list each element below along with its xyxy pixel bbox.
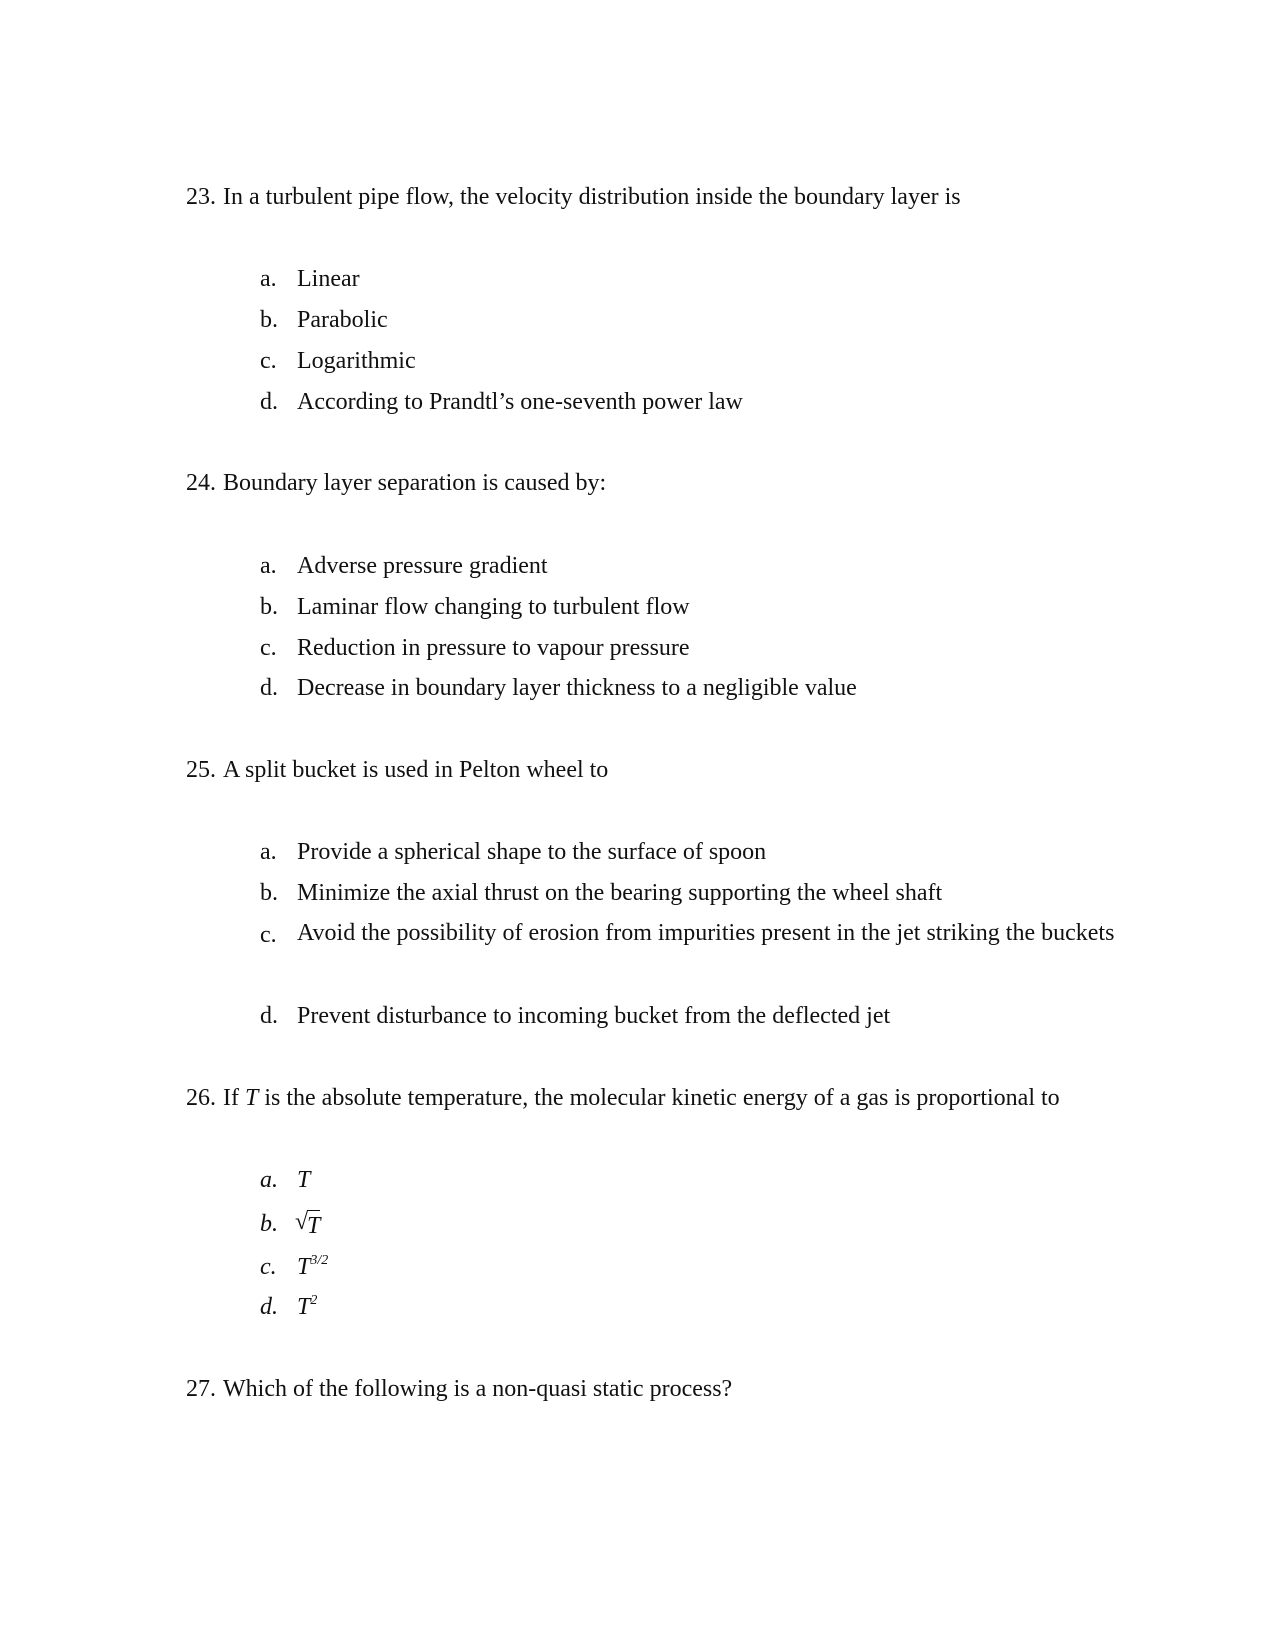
option-formula (297, 1293, 1115, 1322)
option-text: Adverse pressure gradient (297, 553, 548, 579)
question-25-option-d (260, 1002, 1115, 1031)
option-text: Prevent disturbance to incoming bucket from the deflected jet (297, 1003, 891, 1029)
question-24-option-c (260, 634, 1115, 663)
question-number: 27. (186, 1376, 216, 1402)
option-letter: b. (260, 594, 278, 620)
question-text: In a turbulent pipe flow, the velocity distribution inside the boundary layer is (223, 184, 961, 210)
option-formula (297, 1210, 1115, 1241)
formula-base: T (307, 1210, 320, 1241)
question-25-stem (186, 756, 608, 785)
question-text: Which of the following is a non-quasi static process? (223, 1376, 733, 1402)
option-letter: d. (260, 675, 278, 701)
question-23-stem (186, 183, 961, 212)
question-text: Boundary layer separation is caused by: (223, 470, 607, 496)
question-24-option-d (260, 674, 1115, 703)
question-23-option-b (260, 306, 1115, 335)
option-text: Provide a spherical shape to the surface of spoon (297, 839, 767, 865)
question-24-option-b (260, 593, 1115, 622)
option-letter: a. (260, 1167, 278, 1193)
formula-exponent: 3/2 (310, 1253, 329, 1268)
question-25-option-c (260, 912, 1115, 954)
option-text: Parabolic (297, 307, 388, 333)
option-text: Decrease in boundary layer thickness to a negligible value (297, 675, 857, 701)
option-text: According to Prandtl’s one-seventh power law (297, 389, 743, 415)
option-letter: d. (260, 389, 278, 415)
option-letter: d. (260, 1003, 278, 1029)
question-26-option-d (260, 1293, 1115, 1322)
formula-exponent: 2 (310, 1293, 318, 1308)
question-number: 26. (186, 1085, 216, 1111)
option-letter: b. (260, 307, 278, 333)
option-letter: b. (260, 880, 278, 906)
formula-base: T (297, 1254, 311, 1280)
question-text-before: If (223, 1085, 239, 1111)
option-letter: d. (260, 1294, 278, 1320)
question-text-after: is the absolute temperature, the molecular kinetic energy of a gas is proportional to (264, 1085, 1060, 1111)
option-letter: c. (260, 635, 277, 661)
formula-base: T (297, 1294, 311, 1320)
radical-sign: √ (295, 1209, 309, 1235)
question-number: 25. (186, 757, 216, 783)
question-25-option-a (260, 838, 1115, 867)
variable-t: T (244, 1085, 259, 1111)
question-26-stem (186, 1084, 1060, 1113)
question-25-option-b (260, 879, 1115, 908)
option-text: Avoid the possibility of erosion from impurities present in the jet striking the buckets (297, 920, 1115, 946)
question-27-stem (186, 1375, 732, 1404)
question-24-option-a (260, 552, 1115, 581)
question-24-stem (186, 469, 606, 498)
square-root (297, 1210, 320, 1241)
question-26-option-c (260, 1253, 1115, 1282)
question-26-option-a (260, 1166, 1115, 1195)
question-23-option-a (260, 265, 1115, 294)
question-number: 23. (186, 184, 216, 210)
option-text: Reduction in pressure to vapour pressure (297, 635, 690, 661)
option-formula (297, 1253, 1115, 1282)
option-letter: b. (260, 1211, 278, 1237)
formula-base: T (297, 1167, 311, 1193)
option-letter: c. (260, 348, 277, 374)
option-text: Logarithmic (297, 348, 416, 374)
option-letter: c. (260, 1254, 277, 1280)
question-text: A split bucket is used in Pelton wheel to (223, 757, 609, 783)
option-letter: a. (260, 553, 277, 579)
option-letter: c. (260, 922, 277, 948)
option-letter: a. (260, 266, 277, 292)
option-letter: a. (260, 839, 277, 865)
option-text: Linear (297, 266, 360, 292)
option-formula (297, 1166, 1115, 1195)
option-text: Laminar flow changing to turbulent flow (297, 594, 690, 620)
question-23-option-d (260, 388, 1115, 417)
question-number: 24. (186, 470, 216, 496)
option-text: Minimize the axial thrust on the bearing supporting the wheel shaft (297, 880, 943, 906)
question-23-option-c (260, 347, 1115, 376)
question-26-option-b (260, 1210, 1115, 1241)
